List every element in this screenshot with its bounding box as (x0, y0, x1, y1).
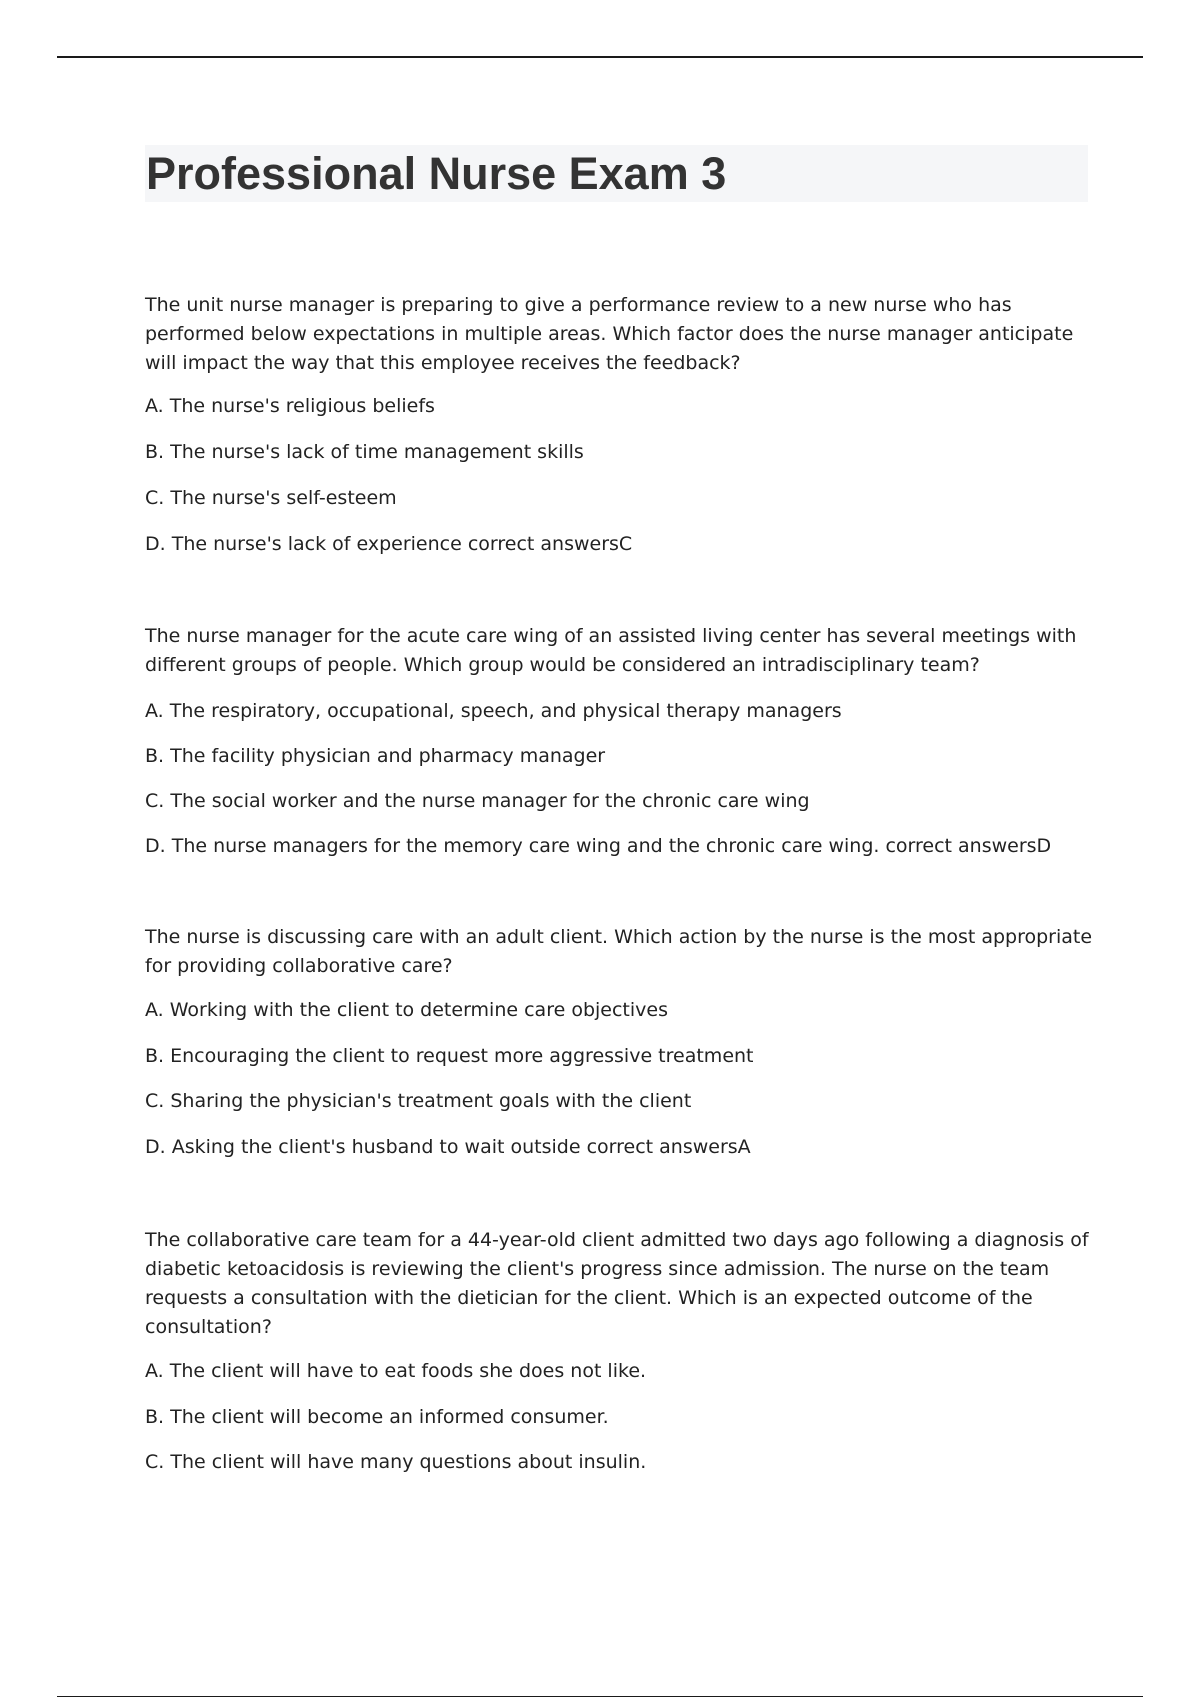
answer-option-c: C. The nurse's self-esteem (145, 487, 397, 509)
answer-options (145, 697, 1095, 861)
question-stem: The nurse manager for the acute care wing of an assisted living center has several meetings with different groups of people. Which group would be considered an intradisciplinary team? (145, 625, 1077, 676)
question-stem: The collaborative care team for a 44-year-old client admitted two days ago following a diagnosis of diabetic ketoacidosis is reviewing the client's progress since admission. The nurse on the team requests a consultation with the dietician for the client. Which is an expected outcome of the consultation? (145, 1229, 1089, 1338)
answer-option-d: D. Asking the client's husband to wait outside correct answersA (145, 1136, 751, 1158)
answer-options (145, 1357, 1095, 1477)
question-block-2 (145, 622, 1095, 861)
bottom-rule (57, 1696, 1143, 1697)
answer-option-b: B. The client will become an informed consumer. (145, 1406, 609, 1428)
answer-option-b: B. The nurse's lack of time management skills (145, 441, 584, 463)
question-block-1 (145, 291, 1095, 559)
answer-option-a: A. The respiratory, occupational, speech, and physical therapy managers (145, 700, 842, 722)
answer-option-b: B. Encouraging the client to request more aggressive treatment (145, 1045, 754, 1067)
question-stem: The unit nurse manager is preparing to give a performance review to a new nurse who has performed below expectations in multiple areas. Which factor does the nurse manager anticipate will impact the way that this employee receives the feedback? (145, 294, 1074, 374)
answer-option-d: D. The nurse's lack of experience correct answersC (145, 533, 633, 555)
answer-option-c: C. The social worker and the nurse manager for the chronic care wing (145, 790, 810, 812)
answer-option-a: A. The nurse's religious beliefs (145, 395, 435, 417)
question-block-3 (145, 923, 1095, 1162)
top-rule (57, 56, 1143, 58)
answer-option-c: C. The client will have many questions about insulin. (145, 1451, 647, 1473)
question-stem: The nurse is discussing care with an adult client. Which action by the nurse is the most appropriate for providing collaborative care? (145, 926, 1093, 977)
answer-options (145, 392, 1095, 559)
answer-option-a: A. The client will have to eat foods she does not like. (145, 1360, 647, 1382)
page-title: Professional Nurse Exam 3 (146, 148, 727, 199)
answer-option-b: B. The facility physician and pharmacy manager (145, 745, 606, 767)
answer-option-c: C. Sharing the physician's treatment goals with the client (145, 1090, 692, 1112)
question-block-4 (145, 1226, 1095, 1477)
answer-option-d: D. The nurse managers for the memory care wing and the chronic care wing. correct answersD (145, 835, 1052, 857)
answer-options (145, 996, 1095, 1162)
answer-option-a: A. Working with the client to determine care objectives (145, 999, 668, 1021)
